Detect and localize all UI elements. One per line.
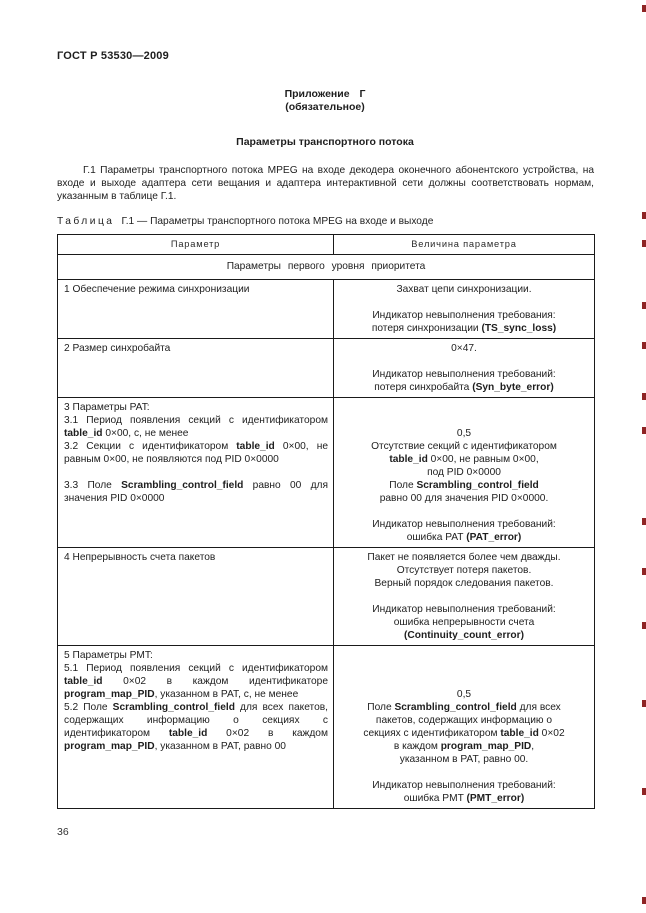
parameters-table [57,234,594,809]
value-cell [334,280,595,339]
text-line: table_id 0×00, не равным 0×00, [389,454,539,465]
text-line [64,466,328,479]
text-line: Поле Scrambling_control_field [389,480,539,491]
value-cell [334,398,595,548]
text-line: 3.1 Период появления секций с идентификатором table_id 0×00, с, не менее [64,415,328,439]
edge-mark [642,5,646,12]
table-row [58,280,595,339]
text-line: ошибка PAT (PAT_error) [406,532,522,543]
text-line: Индикатор невыполнения требований: [372,780,556,791]
text-line: (Continuity_count_error) [404,630,524,641]
edge-mark [642,393,646,400]
text-line: Поле Scrambling_control_field для всех [367,702,561,713]
parameter-cell [58,339,334,398]
edge-mark [642,897,646,904]
text-line [340,590,588,603]
edge-mark [642,568,646,575]
table-caption [57,216,594,227]
edge-mark [642,212,646,219]
value-cell [334,548,595,646]
text-line [340,296,588,309]
edge-mark [642,518,646,525]
text-line: 0,5 [456,428,472,439]
parameter-cell [58,646,334,809]
text-line: ошибка PMT (PMT_error) [403,793,525,804]
text-line: 2 Размер синхробайта [64,343,171,354]
value-cell [334,339,595,398]
intro-paragraph: Г.1 Параметры транспортного потока MPEG на входе декодера оконечного абонентского устройства, на входе и выходе адаптера сети вещания и адаптера интерактивной сети должны соответствовать нормам, указанным в таблице Г.1. [57,165,594,203]
text-line [340,355,588,368]
edge-mark [642,622,646,629]
edge-mark [642,240,646,247]
value-cell [334,646,595,809]
text-line: Индикатор невыполнения требования: [372,310,556,321]
appendix-heading [57,88,593,114]
text-line: Отсутствие секций с идентификатором [371,441,557,452]
text-line: пакетов, содержащих информацию о [375,715,553,726]
table-row [58,339,595,398]
appendix-title: Приложение Г [284,88,366,100]
text-line [340,675,588,688]
section-row-label: Параметры первого уровня приоритета [58,255,595,280]
text-line: 0×47. [451,343,477,354]
table-caption-word: Таблица [57,216,115,227]
appendix-subtitle: (обязательное) [285,101,365,113]
column-header-parameter: Параметр [58,235,334,255]
text-line: Пакет не появляется более чем дважды. [367,552,561,563]
text-line: Индикатор невыполнения требований: [372,604,556,615]
text-line: Отсутствует потеря пакетов. [396,565,532,576]
edge-mark [642,427,646,434]
parameter-cell [58,398,334,548]
text-line: 3.3 Поле Scrambling_control_field равно 00 для значения PID 0×0000 [64,480,329,504]
text-line: Индикатор невыполнения требований: [372,519,556,530]
text-line: потеря синхробайта (Syn_byte_error) [374,382,554,393]
text-line [340,649,588,662]
text-line [340,662,588,675]
table-row [58,646,595,809]
text-line: указанном в PAT, равно 00. [399,754,529,765]
parameter-cell [58,548,334,646]
column-header-value: Величина параметра [334,235,595,255]
text-line: секциях с идентификатором table_id 0×02 [363,728,565,739]
text-line [340,766,588,779]
text-line [340,505,588,518]
text-line: 0,5 [456,689,472,700]
table-header-row [58,235,595,255]
text-line: Верный порядок следования пакетов. [374,578,554,589]
text-line: 1 Обеспечение режима синхронизации [64,284,250,295]
text-line: равно 00 для значения PID 0×0000. [379,493,549,504]
table-row [58,398,595,548]
text-line [340,414,588,427]
table-caption-text: Г.1 — Параметры транспортного потока MPEG на входе и выходе [121,216,434,227]
text-line: 3 Параметры PAT: [64,402,150,413]
text-line: 5 Параметры PMT: [64,650,153,661]
text-line: под PID 0×0000 [427,467,501,478]
edge-mark [642,700,646,707]
text-line: 3.2 Секции с идентификатором table_id 0×00, не равным 0×00, не появляются под PID 0×0000 [64,441,328,465]
table-row [58,548,595,646]
page-number: 36 [57,826,69,838]
section-row [58,255,595,280]
param-table-body [58,280,595,809]
text-line: 5.1 Период появления секций с идентификатором table_id 0×02 в каждом идентификаторе program_map_PID, указанном в PAT, с, не менее [64,663,328,700]
text-line: ошибка непрерывности счета [393,617,535,628]
text-line: Захват цепи синхронизации. [396,284,532,295]
text-line: в каждом program_map_PID, [393,741,535,752]
edge-mark [642,302,646,309]
text-line: 5.2 Поле Scrambling_control_field для всех пакетов, содержащих информацию о секциях с идентификатором table_id 0×02 в каждом program_map_PID, указанном в PAT, равно 00 [64,702,328,752]
parameter-cell [58,280,334,339]
text-line: Индикатор невыполнения требований: [372,369,556,380]
edge-mark [642,342,646,349]
standard-number: ГОСТ Р 53530—2009 [57,50,169,62]
page-title: Параметры транспортного потока [236,136,414,148]
edge-mark [642,788,646,795]
text-line [340,401,588,414]
text-line: потеря синхронизации (TS_sync_loss) [371,323,557,334]
text-line: 4 Непрерывность счета пакетов [64,552,216,563]
